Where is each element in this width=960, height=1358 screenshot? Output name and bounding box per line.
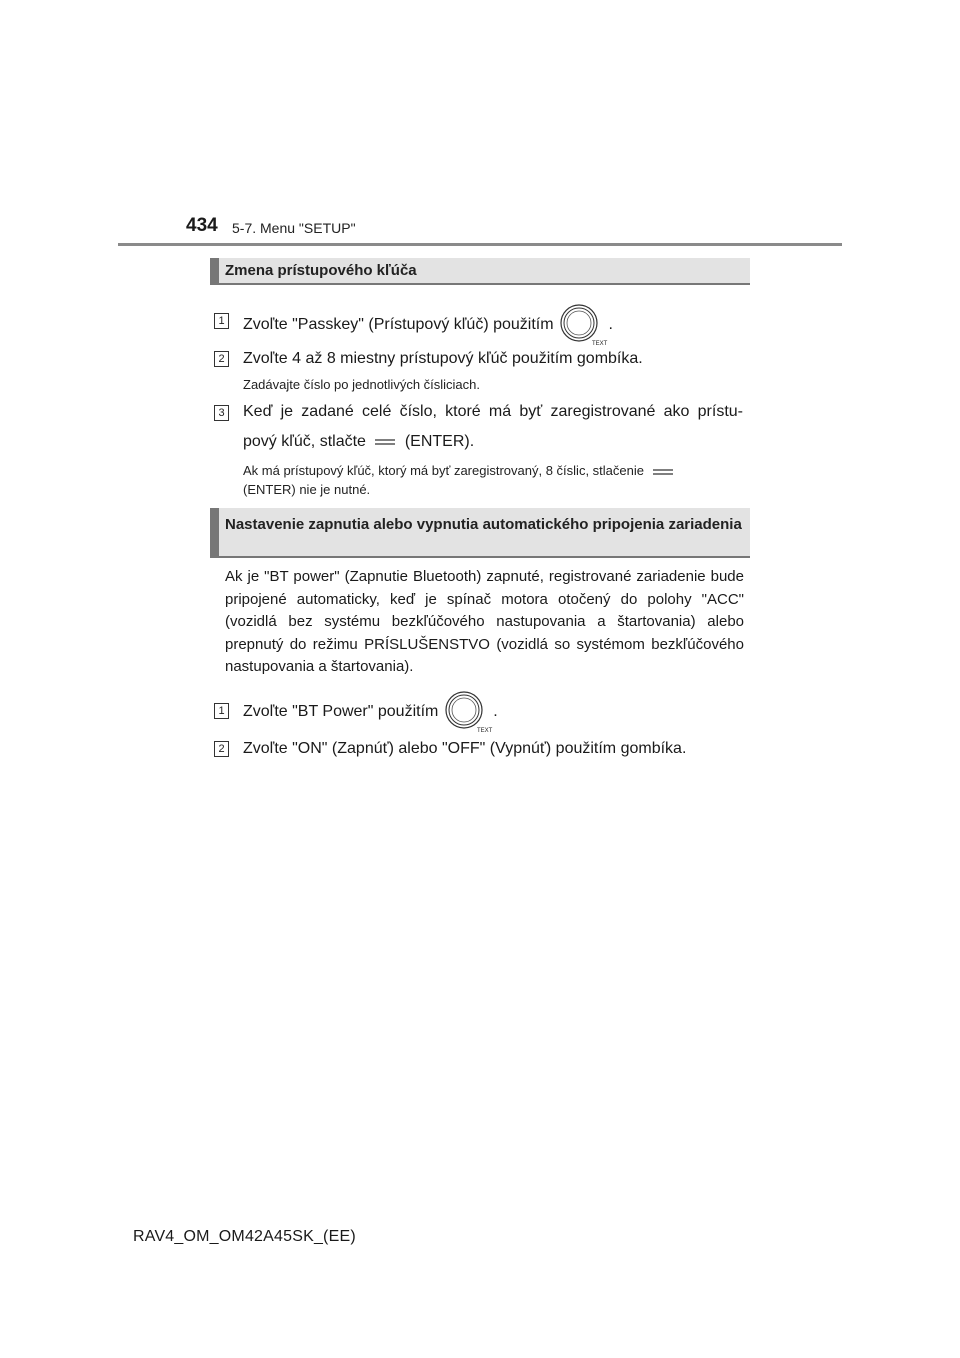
step-text: Zvoľte 4 až 8 miestny prístupový kľúč použitím gombíka.: [243, 350, 643, 367]
chapter-title: 5-7. Menu "SETUP": [232, 220, 356, 236]
step-number: 2: [214, 351, 229, 367]
svg-text:TEXT: TEXT: [592, 341, 608, 347]
step-number: 3: [214, 405, 229, 421]
tune-knob-icon: [443, 690, 493, 734]
section-heading-passkey: [210, 258, 750, 285]
step-text: Zvoľte "BT Power" použitím TEXT .: [243, 690, 498, 734]
step-note: Ak má prístupový kľúč, ktorý má byť zaregistrovaný, 8 číslic, stlačenie: [243, 463, 743, 478]
section-title: Zmena prístupového kľúča: [225, 262, 417, 279]
section-paragraph: Ak je "BT power" (Zapnutie Bluetooth) zapnuté, registrované zariadenie bude pripojené automaticky, keď je spínač motora otočený do polohy "ACC" (vozidlá bez systému bezkľúčového nastupovania a štartovania) alebo prepnutý do režimu PRÍSLUŠENSTVO (vozidlá so systémom bezkľúčového nastupovania a štartovania).: [225, 568, 744, 675]
section-heading-auto-connect: [210, 508, 750, 558]
enter-button-icon: [652, 467, 674, 477]
enter-button-icon: [374, 437, 396, 447]
page-number: 434: [186, 215, 218, 236]
step-note: Zadávajte číslo po jednotlivých čísliciach.: [243, 377, 481, 392]
section-title: Nastavenie zapnutia alebo vypnutia automatického pripojenia zariadenia: [225, 516, 742, 533]
document-code: RAV4_OM_OM42A45SK_(EE): [133, 1228, 356, 1245]
step-text-continued: pový kľúč, stlačte (ENTER).: [243, 433, 475, 450]
step-number: 1: [214, 703, 229, 719]
step-text: Keď je zadané celé číslo, ktoré má byť zaregistrované ako prístu-: [243, 403, 743, 420]
svg-text:TEXT: TEXT: [476, 728, 493, 734]
header-divider: [118, 243, 842, 246]
tune-knob-icon: [558, 303, 608, 347]
step-number: 2: [214, 741, 229, 757]
step-note-continued: (ENTER) nie je nutné.: [243, 482, 371, 497]
step-number: 1: [214, 313, 229, 329]
step-text: Zvoľte "ON" (Zapnúť) alebo "OFF" (Vypnúť) použitím gombíka.: [243, 740, 687, 757]
step-text: Zvoľte "Passkey" (Prístupový kľúč) použitím TEXT .: [243, 303, 613, 347]
